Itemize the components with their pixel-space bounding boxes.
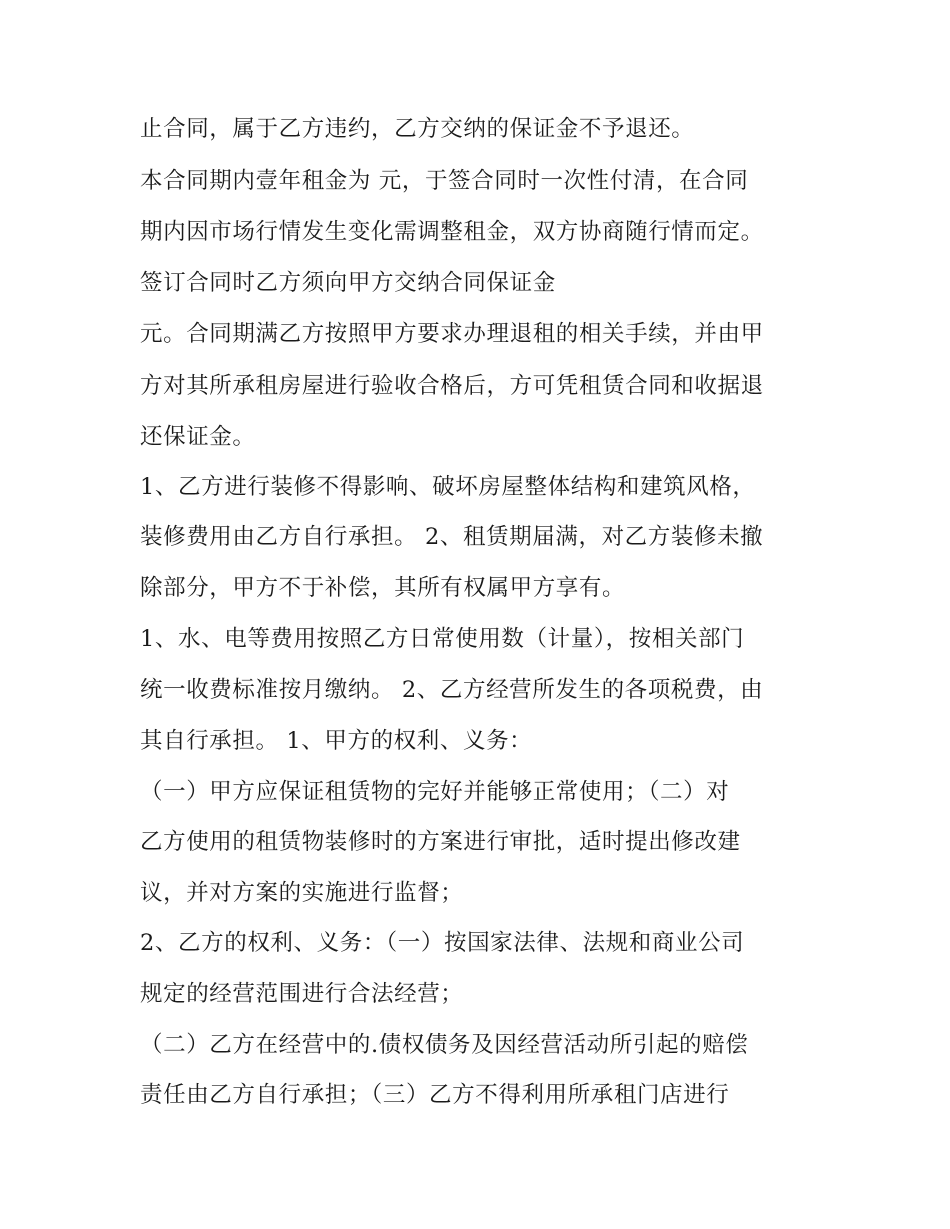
text-line: （一）甲方应保证租赁物的完好并能够正常使用；（二）对: [140, 779, 730, 805]
text-line: 方对其所承租房屋进行验收合格后，方可凭租赁合同和收据退: [140, 373, 764, 399]
text-line: 其自行承担。 1、甲方的权利、义务：: [140, 728, 533, 754]
text-line: 签订合同时乙方须向甲方交纳合同保证金: [140, 270, 556, 296]
text-line: 2、乙方的权利、义务：（一）按国家法律、法规和商业公司: [140, 930, 745, 956]
text-line: 乙方使用的租赁物装修时的方案进行审批，适时提出修改建: [140, 829, 741, 855]
text-line: 1、水、电等费用按照乙方日常使用数（计量），按相关部门: [140, 626, 745, 652]
text-line: 本合同期内壹年租金为 元，于签合同时一次性付清，在合同: [140, 168, 749, 194]
text-line: 除部分，甲方不于补偿，其所有权属甲方享有。: [140, 575, 626, 601]
text-line: 责任由乙方自行承担；（三）乙方不得利用所承租门店进行: [140, 1082, 730, 1108]
text-line: 1、乙方进行装修不得影响、破坏房屋整体结构和建筑风格，: [140, 474, 756, 500]
text-line: 元。合同期满乙方按照甲方要求办理退租的相关手续，并由甲: [140, 321, 764, 347]
text-line: 规定的经营范围进行合法经营；: [140, 981, 464, 1007]
text-line: （二）乙方在经营中的.债权债务及因经营活动所引起的赔偿: [140, 1032, 749, 1058]
text-line: 止合同，属于乙方违约，乙方交纳的保证金不予退还。: [140, 116, 695, 142]
text-line: 统一收费标准按月缴纳。 2、乙方经营所发生的各项税费，由: [140, 677, 764, 703]
text-line: 装修费用由乙方自行承担。 2、租赁期届满，对乙方装修未撤: [140, 524, 764, 550]
text-line: 议，并对方案的实施进行监督；: [140, 880, 464, 906]
text-line: 还保证金。: [140, 424, 256, 450]
text-line: 期内因市场行情发生变化需调整租金，双方协商随行情而定。: [140, 219, 764, 245]
